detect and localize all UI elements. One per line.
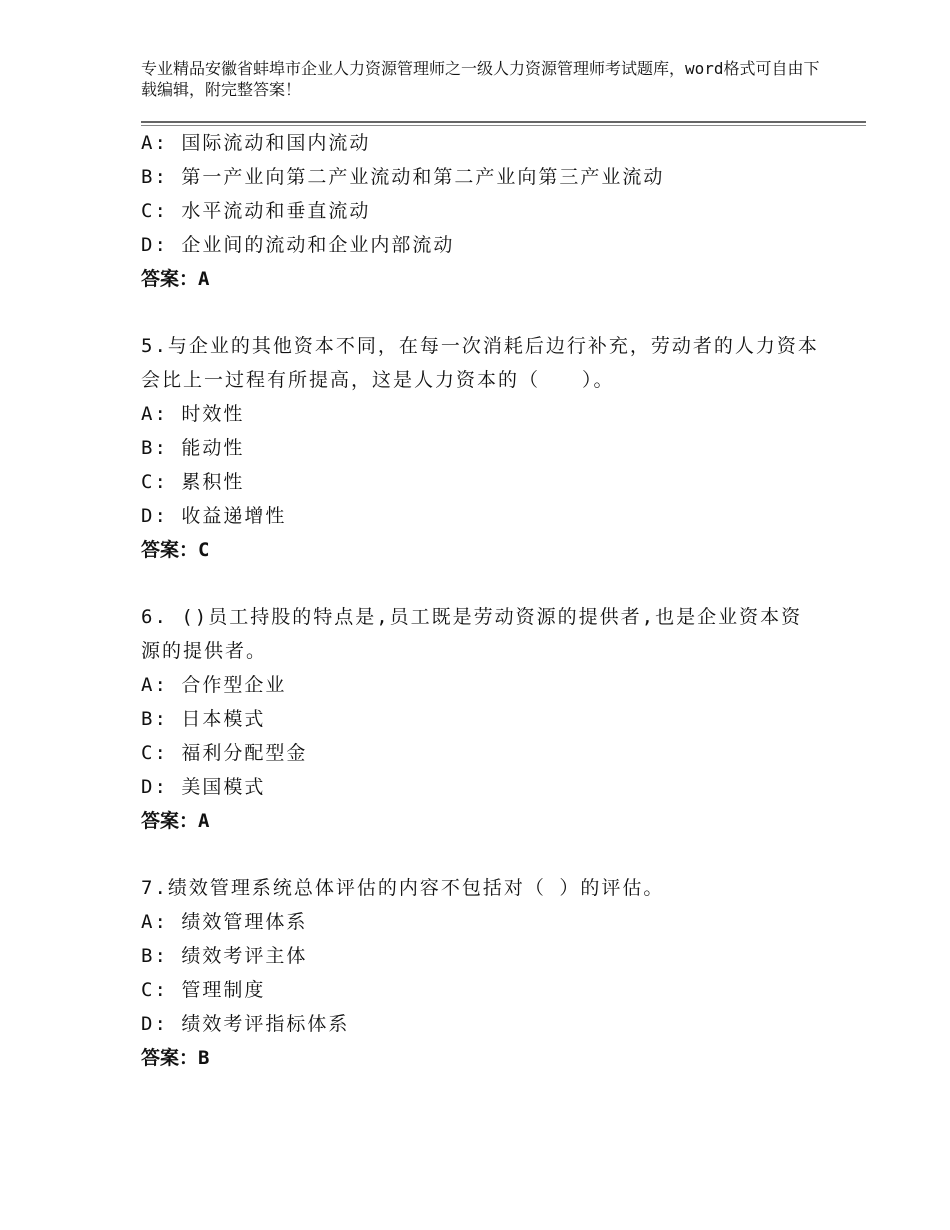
header-rule-thick [141, 121, 866, 123]
option-d: D: 绩效考评指标体系 [141, 1013, 350, 1035]
option-d: D: 企业间的流动和企业内部流动 [141, 234, 455, 256]
option-a: A: 绩效管理体系 [141, 911, 308, 933]
question-text: 7.绩效管理系统总体评估的内容不包括对（ ）的评估。 [141, 877, 665, 899]
question-block-prev [141, 126, 841, 296]
question-block-5 [141, 329, 841, 567]
option-c: C: 福利分配型金 [141, 742, 308, 764]
option-b: B: 绩效考评主体 [141, 945, 308, 967]
option-d: D: 收益递增性 [141, 505, 287, 527]
option-c: C: 水平流动和垂直流动 [141, 200, 371, 222]
option-b: B: 日本模式 [141, 708, 266, 730]
answer-label: 答案：C [141, 539, 210, 561]
question-block-7 [141, 871, 841, 1075]
answer-label: 答案：A [141, 268, 210, 290]
option-a: A: 时效性 [141, 403, 245, 425]
option-b: B: 第一产业向第二产业流动和第二产业向第三产业流动 [141, 166, 665, 188]
answer-label: 答案：B [141, 1047, 210, 1069]
question-list [141, 126, 841, 1075]
question-block-6 [141, 600, 841, 838]
option-c: C: 累积性 [141, 471, 245, 493]
option-b: B: 能动性 [141, 437, 245, 459]
option-c: C: 管理制度 [141, 979, 266, 1001]
question-text: 5.与企业的其他资本不同，在每一次消耗后边行补充，劳动者的人力资本会比上一过程有所提高，这是人力资本的（ ）。 [141, 335, 819, 391]
document-header: 专业精品安徽省蚌埠市企业人力资源管理师之一级人力资源管理师考试题库，word格式可自由下载编辑，附完整答案！ [141, 59, 820, 99]
answer-label: 答案：A [141, 810, 210, 832]
option-d: D: 美国模式 [141, 776, 266, 798]
question-text: 6. ()员工持股的特点是,员工既是劳动资源的提供者,也是企业资本资源的提供者。 [141, 606, 803, 662]
option-a: A: 国际流动和国内流动 [141, 132, 371, 154]
option-a: A: 合作型企业 [141, 674, 287, 696]
